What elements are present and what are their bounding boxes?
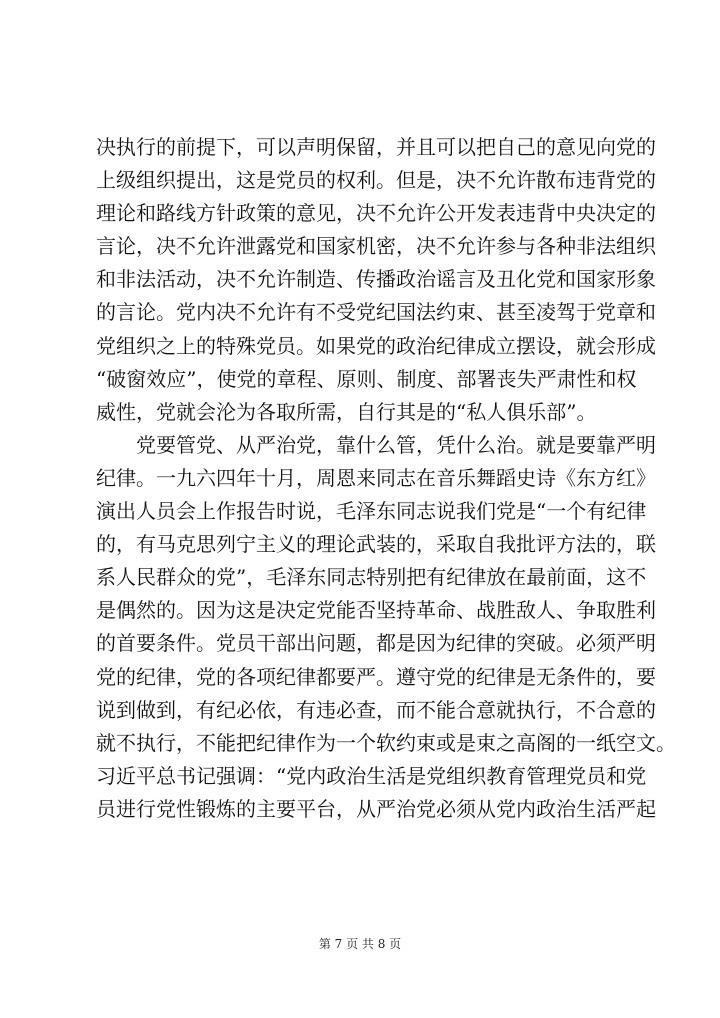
body-text xyxy=(96,131,676,826)
text-line: 是偶然的。因为这是决定党能否坚持革命、战胜敌人、争取胜利 xyxy=(96,598,656,623)
text-line: 党要管党、从严治党，靠什么管，凭什么治。就是要靠严明 xyxy=(96,432,656,457)
text-line: “破窗效应”，使党的章程、原则、制度、部署丧失严肃性和权 xyxy=(96,366,637,391)
text-line: 党的纪律，党的各项纪律都要严。遵守党的纪律是无条件的，要 xyxy=(96,664,656,689)
text-line: 决执行的前提下，可以声明保留，并且可以把自己的意见向党的 xyxy=(96,135,656,159)
text-line: 纪律。一九六四年十月，周恩来同志在音乐舞蹈史诗《东方红》 xyxy=(96,465,656,490)
text-line: 和非法活动，决不允许制造、传播政治谣言及丑化党和国家形象 xyxy=(96,267,656,292)
text-line: 就不执行，不能把纪律作为一个软约束或是束之高阁的一纸空文。 xyxy=(96,730,676,755)
text-line: 的首要条件。党员干部出问题，都是因为纪律的突破。必须严明 xyxy=(96,631,656,656)
text-line: 系人民群众的党”，毛泽东同志特别把有纪律放在最前面，这不 xyxy=(96,565,647,590)
text-line: 党组织之上的特殊党员。如果党的政治纪律成立摆设，就会形成 xyxy=(96,333,656,358)
text-line: 说到做到，有纪必依，有违必查，而不能合意就执行，不合意的 xyxy=(96,697,656,722)
text-line: 员进行党性锻炼的主要平台，从严治党必须从党内政治生活严起 xyxy=(96,796,656,821)
text-line: 理论和路线方针政策的意见，决不允许公开发表违背中央决定的 xyxy=(96,201,656,226)
text-line: 习近平总书记强调：“党内政治生活是党组织教育管理党员和党 xyxy=(96,763,647,788)
text-line: 言论，决不允许泄露党和国家机密，决不允许参与各种非法组织 xyxy=(96,234,656,259)
text-line: 演出人员会上作报告时说，毛泽东同志说我们党是“一个有纪律 xyxy=(96,499,647,524)
text-line: 上级组织提出，这是党员的权利。但是，决不允许散布违背党的 xyxy=(96,168,656,193)
text-line: 威性，党就会沦为各取所需，自行其是的“私人俱乐部”。 xyxy=(96,399,597,424)
text-line: 的，有马克思列宁主义的理论武装的，采取自我批评方法的，联 xyxy=(96,532,656,557)
text-line: 的言论。党内决不允许有不受党纪国法约束、甚至凌驾于党章和 xyxy=(96,300,656,325)
page-number-footer: 第 7 页 共 8 页 xyxy=(318,937,402,951)
